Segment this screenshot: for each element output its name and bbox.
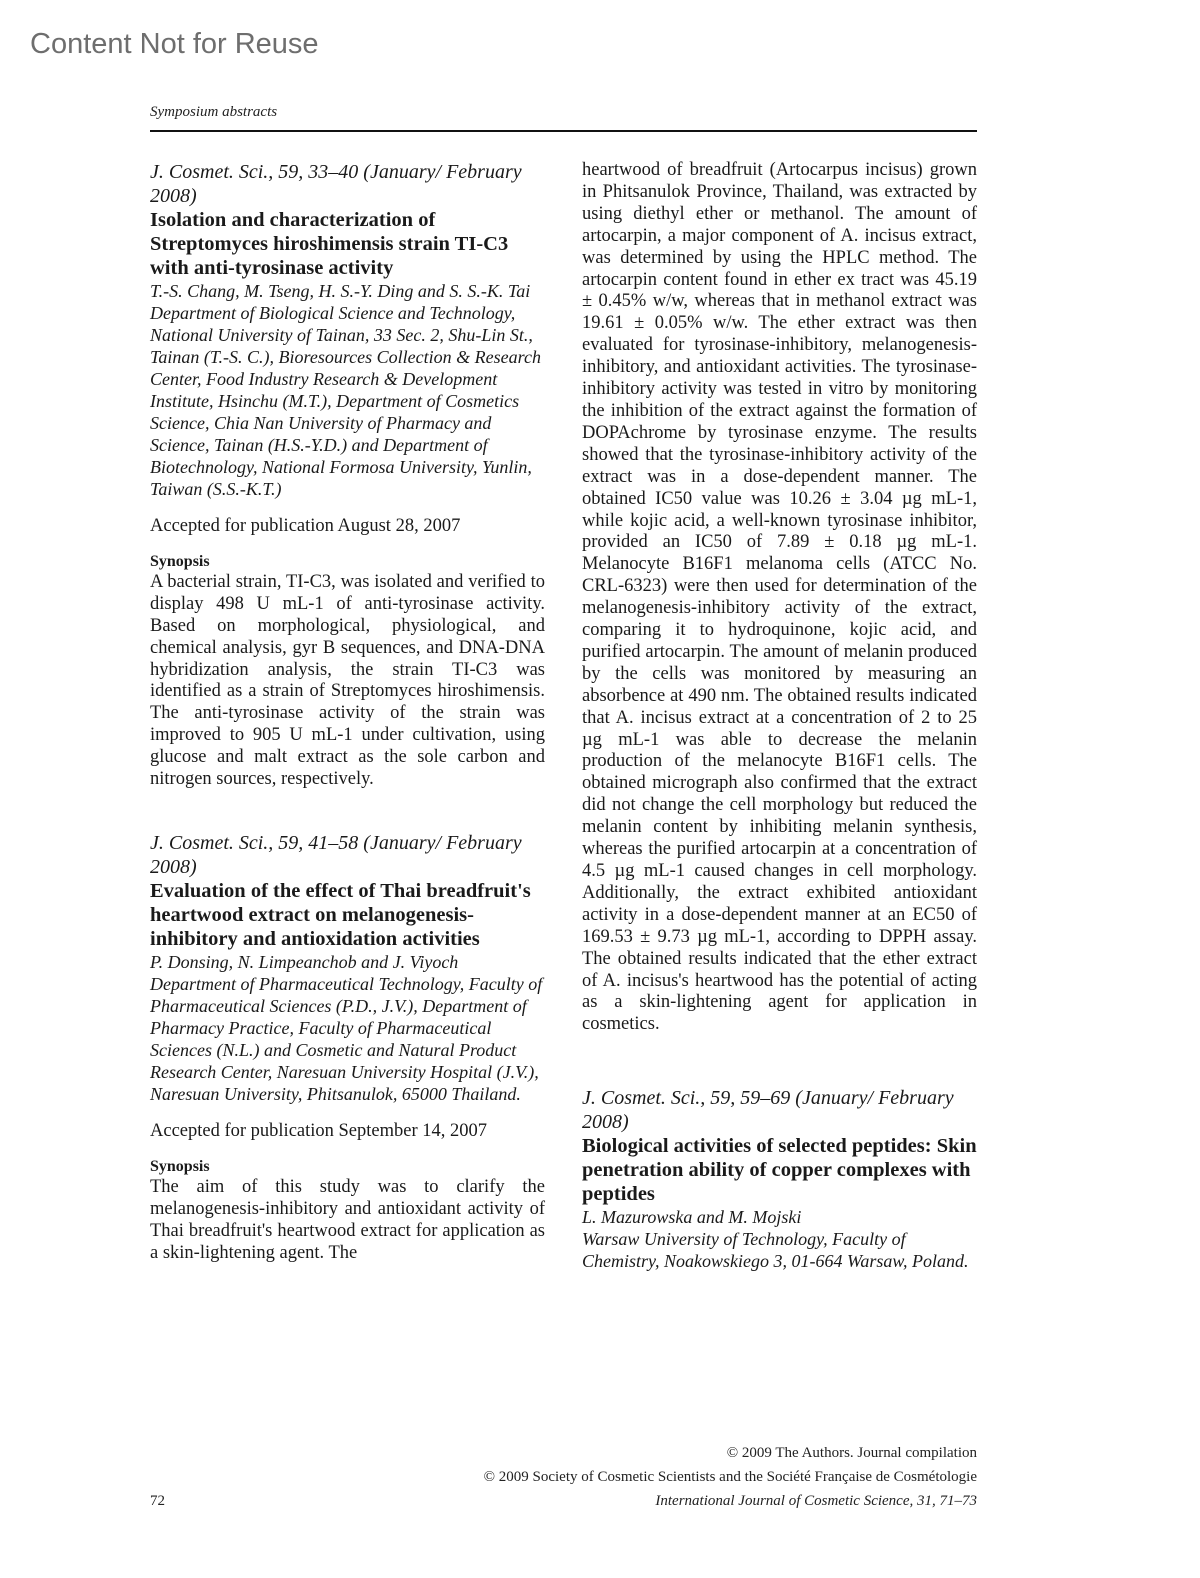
page-number: 72: [150, 1493, 165, 1509]
article-citation: J. Cosmet. Sci., 59, 33–40 (January/ February 2008): [150, 161, 522, 207]
article-citation: J. Cosmet. Sci., 59, 41–58 (January/ February 2008): [150, 831, 522, 878]
article-title: Isolation and characterization of Streptomyces hiroshimensis strain TI-C3 with anti-tyrosinase activity: [150, 209, 509, 279]
synopsis-continued: heartwood of breadfruit (Artocarpus incisus) grown in Phitsanulok Province, Thailand, was extracted by using diethyl ether or methanol. The amount of artocarpin, a major component of A. incisus extract, was determined by using the HPLC method. The artocarpin content found in ether ex tract was 45.19 ± 0.45% w/w, whereas that in methanol extract was 19.61 ± 0.05% w/w. The ether extract was then evaluated for tyrosinase-inhibitory, melanogenesis-inhibitory, and antioxidant activities. The tyrosinase-inhibitory activity was tested in vitro by monitoring the inhibition of the extract against the formation of DOPAchrome by tyrosinase enzyme. The results showed that the tyrosinase-inhibitory activity of the extract was in a dose-dependent manner. The obtained IC50 value was 10.26 ± 3.04 µg mL-1, while kojic acid, a well-known tyrosinase inhibitor, provided an IC50 of 7.89 ± 0.18 µg mL-1. Melanocyte B16F1 melanoma cells (ATCC No. CRL-6323) were then used for determination of the melanogenesis-inhibitory activity of the extract, comparing it to hydroquinone, kojic acid, and purified artocarpin. The amount of melanin produced by the cells was monitored by measuring an absorbence at 490 nm. The obtained results indicated that A. incisus extract at a concentration of 2 to 25 µg mL-1 was able to decrease the melanin production of the melanocyte B16F1 cells. The obtained micrograph also confirmed that the extract did not change the cell morphology but reduced the melanin content by inhibiting melanin synthesis, whereas the purified artocarpin at a concentration of 4.5 µg mL-1 caused changes in cell morphology. Additionally, the extract exhibited antioxidant activity in a dose-dependent manner at an EC50 of 169.53 ± 9.73 µg mL-1, according to DPPH assay. The obtained results indicated that the ether extract of A. incisus's heartwood has the potential of acting as a skin-lightening agent for application in cosmetics.: [582, 160, 977, 1035]
synopsis-heading: Synopsis: [150, 1157, 210, 1175]
article-citation: J. Cosmet. Sci., 59, 59–69 (January/ February 2008): [582, 1087, 954, 1134]
article-1: [150, 160, 545, 791]
accepted-date: Accepted for publication September 14, 2007: [150, 1120, 488, 1141]
article-3: [582, 1086, 977, 1272]
left-column: [150, 160, 545, 1265]
article-authors: P. Donsing, N. Limpeanchob and J. Viyoch: [150, 951, 459, 972]
footer-journal: International Journal of Cosmetic Science, 31, 71–73: [655, 1493, 977, 1509]
watermark: Content Not for Reuse: [30, 28, 319, 60]
article-affiliation: Warsaw University of Technology, Faculty of Chemistry, Noakowskiego 3, 01-664 Warsaw, Poland.: [582, 1229, 969, 1272]
article-authors: T.-S. Chang, M. Tseng, H. S.-Y. Ding and S. S.-K. Tai: [150, 281, 531, 301]
running-head: Symposium abstracts: [150, 104, 278, 120]
header-rule: [150, 130, 977, 132]
footer-copyright-authors: © 2009 The Authors. Journal compilation: [726, 1445, 977, 1461]
article-authors: L. Mazurowska and M. Mojski: [582, 1207, 802, 1228]
right-column: [582, 160, 977, 1272]
article-affiliation: Department of Pharmaceutical Technology, Faculty of Pharmaceutical Sciences (P.D., J.V.), Department of Pharmacy Practice, Faculty of Pharmaceutical Sciences (N.L.) and Cosmetic and Natural Product Research Center, Naresuan University Hospital (J.V.), Naresuan University, Phitsanulok, 65000 Thailand.: [150, 973, 543, 1104]
accepted-date: Accepted for publication August 28, 2007: [150, 516, 461, 536]
article-title: Biological activities of selected peptides: Skin penetration ability of copper complexes with peptides: [582, 1135, 977, 1206]
article-title: Evaluation of the effect of Thai breadfruit's heartwood extract on melanogenesis-inhibitory and antioxidation activities: [150, 879, 531, 950]
synopsis-heading: Synopsis: [150, 552, 210, 570]
synopsis-text: A bacterial strain, TI-C3, was isolated and verified to display 498 U mL-1 of anti-tyrosinase activity. Based on morphological, physiological, and chemical analysis, gyr B sequences, and DNA-DNA hybridization analysis, the strain TI-C3 was identified as a strain of Streptomyces hiroshimensis. The anti-tyrosinase activity of the strain was improved to 905 U mL-1 under cultivation, using glucose and malt extract as the sole carbon and nitrogen sources, respectively.: [150, 571, 545, 790]
footer-copyright-society: © 2009 Society of Cosmetic Scientists and the Société Française de Cosmétologie: [483, 1469, 977, 1485]
article-affiliation: Department of Biological Science and Technology, National University of Tainan, 33 Sec. 2, Shu-Lin St., Tainan (T.-S. C.), Bioresources Collection & Research Center, Food Industry Research & Development Institute, Hsinchu (M.T.), Department of Cosmetics Science, Chia Nan University of Pharmacy and Science, Tainan (H.S.-Y.D.) and Department of Biotechnology, National Formosa University, Yunlin, Taiwan (S.S.-K.T.): [150, 303, 541, 499]
synopsis-text: The aim of this study was to clarify the melanogenesis-inhibitory and antioxidant activity of Thai breadfruit's heartwood extract for application as a skin-lightening agent. The: [150, 1176, 545, 1263]
article-2: [150, 831, 545, 1265]
